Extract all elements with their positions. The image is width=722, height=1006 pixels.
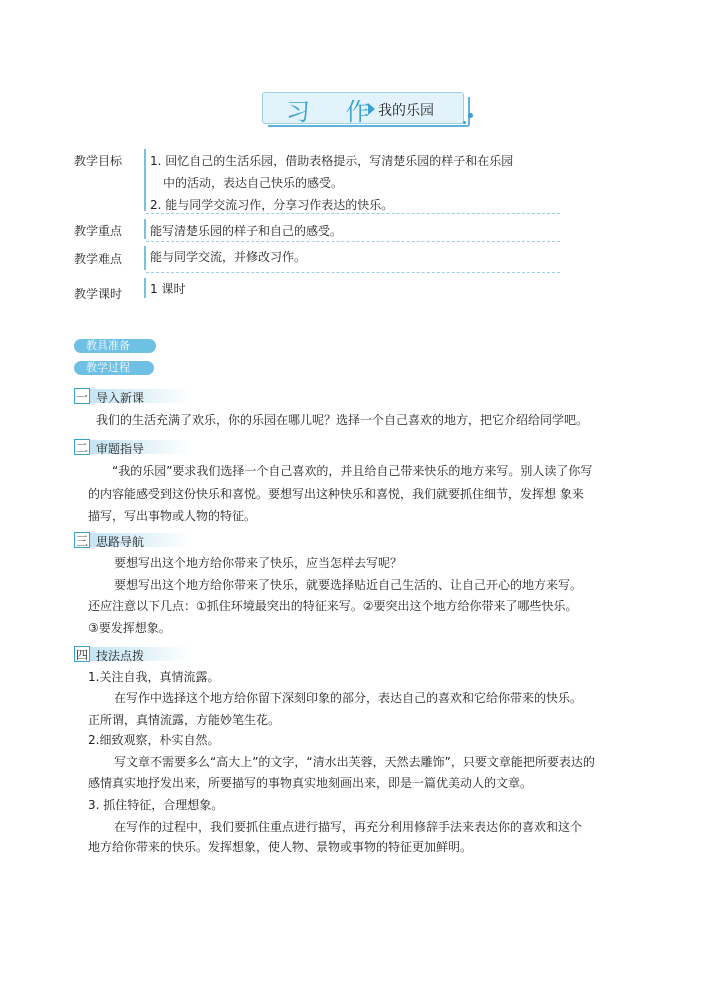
paragraph-line: 写文章不需要多么“高大上”的文字，“清水出芙蓉，天然去雕饰”，只要文章能把所要表达的 <box>114 755 595 769</box>
paragraph-line: 感情真实地抒发出来，所要描写的事物真实地刻画出来，即是一篇优美动人的文章。 <box>88 776 533 790</box>
focus-divider <box>144 219 146 239</box>
paragraph-line: 3. 抓住特征，合理想象。 <box>88 798 224 812</box>
hours-label: 教学课时 <box>74 287 123 301</box>
divider <box>146 213 560 214</box>
section-number: 三 <box>75 534 88 548</box>
section-title: 审题指导 <box>96 442 145 456</box>
hours-value: 1 课时 <box>150 282 186 296</box>
paragraph-line: 在写作的过程中，我们要抓住重点进行描写，再充分利用修辞手法来表达你的喜欢和这个 <box>114 820 583 834</box>
paragraph-line: ③要发挥想象。 <box>88 621 171 635</box>
paragraph-line: 描写，写出事物或人物的特征。 <box>88 509 257 523</box>
tag-prep: 教具准备 <box>74 339 156 353</box>
section-number: 二 <box>75 441 88 455</box>
paragraph-line: 的内容能感受到这份快乐和喜悦。要想写出这种快乐和喜悦，我们就要抓住细节，发挥想 象来 <box>88 487 584 501</box>
tag-process: 教学过程 <box>74 361 154 375</box>
paragraph-line: 1.关注自我，真情流露。 <box>88 670 220 684</box>
goals-divider <box>144 149 146 211</box>
paragraph-line: 还应注意以下几点：①抓住环境最突出的特征来写。②要突出这个地方给你带来了哪些快乐。 <box>88 599 578 613</box>
dot-icon <box>463 121 466 124</box>
section-title: 思路导航 <box>96 535 145 549</box>
triangle-icon <box>368 103 375 115</box>
focus-label: 教学重点 <box>74 224 123 238</box>
banner-title: 习 作 <box>286 98 384 126</box>
focus-value: 能写清楚乐园的样子和自己的感受。 <box>150 224 343 238</box>
paragraph-line: 要想写出这个地方给你带来了快乐，应当怎样去写呢？ <box>114 556 403 570</box>
hours-divider <box>144 278 146 298</box>
section-number: 四 <box>75 648 88 662</box>
divider <box>146 272 560 273</box>
difficulty-value: 能与同学交流，并修改习作。 <box>150 250 307 264</box>
section-title: 导入新课 <box>96 391 145 405</box>
paragraph-line: 正所谓，真情流露，方能妙笔生花。 <box>88 713 281 727</box>
section-banner <box>262 92 468 126</box>
dot-icon <box>468 113 473 118</box>
paragraph-line: “我的乐园”要求我们选择一个自己喜欢的，并且给自己带来快乐的地方来写。别人读了你写 <box>112 464 593 478</box>
paragraph-line: 地方给你带来的快乐。发挥想象，使人物、景物或事物的特征更加鲜明。 <box>88 840 473 854</box>
goal-1-line-1: 1. 回忆自己的生活乐园，借助表格提示，写清楚乐园的样子和在乐园 <box>150 154 514 168</box>
divider <box>146 241 560 242</box>
section-title: 技法点拨 <box>96 649 145 663</box>
goals-label: 教学目标 <box>74 154 123 168</box>
paragraph-line: 在写作中选择这个地方给你留下深刻印象的部分，表达自己的喜欢和它给你带来的快乐。 <box>114 691 583 705</box>
goal-2: 2. 能与同学交流习作，分享习作表达的快乐。 <box>150 198 394 212</box>
paragraph-line: 2.细致观察，朴实自然。 <box>88 733 220 747</box>
goal-1-line-2: 中的活动，表达自己快乐的感受。 <box>163 176 344 190</box>
paragraph-line: 要想写出这个地方给你带来了快乐，就要选择贴近自己生活的、让自己开心的地方来写。 <box>114 578 583 592</box>
difficulty-divider <box>144 246 146 270</box>
difficulty-label: 教学难点 <box>74 252 123 266</box>
paragraph-line: 我们的生活充满了欢乐，你的乐园在哪儿呢？选择一个自己喜欢的地方，把它介绍给同学吧。 <box>96 413 589 427</box>
banner-subtitle: 我的乐园 <box>378 103 434 119</box>
section-number: 一 <box>75 390 88 404</box>
